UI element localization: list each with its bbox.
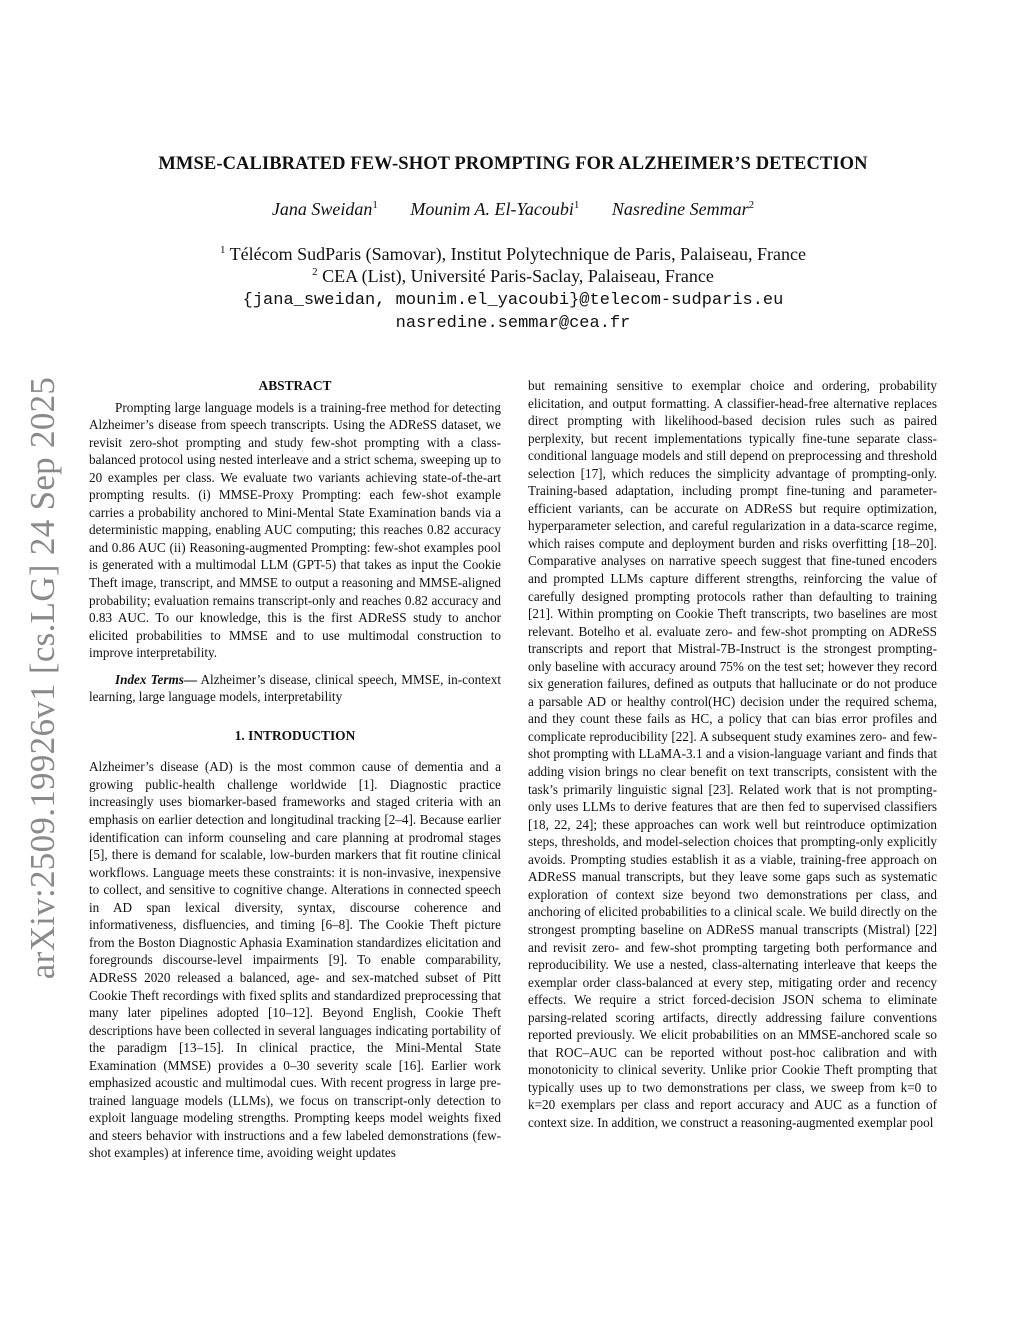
right-column <box>528 377 937 1132</box>
author-3: Nasredine Semmar$^2$ <box>611 199 755 219</box>
author-2: Mounim A. El-Yacoubi$^1$ <box>410 199 580 219</box>
paper-title: MMSE-CALIBRATED FEW-SHOT PROMPTING FOR ALZHEIMER’S DETECTION <box>158 154 868 174</box>
email-line-1[interactable]: {jana_sweidan, mounim.el_yacoubi}@telecom-sudparis.eu <box>242 291 784 310</box>
index-terms <box>89 671 501 706</box>
abstract-text: Prompting large language models is a training-free method for detecting Alzheimer’s disease from speech transcripts. Using the ADReSS dataset, we revisit zero-shot prompting and study few-shot prompting with a class-balanced protocol using nested interleave and a strict schema, sweeping up to 20 examples per class. We evaluate two variants achieving state-of-the-art prompting results. (i) MMSE-Proxy Prompting: each few-shot example carries a probability anchored to Mini-Mental State Examination bands via a deterministic mapping, enabling AUC computing; this reaches 0.82 accuracy and 0.86 AUC (ii) Reasoning-augmented Prompting: few-shot examples pool is generated with a multimodal LLM (GPT-5) that takes as input the Cookie Theft image, transcript, and MMSE to output a reasoning and MMSE-aligned probability; evaluation remains transcript-only and reaches 0.82 accuracy and 0.83 AUC. To our knowledge, this is the first ADReSS study to anchor elicited probabilities to MMSE and to use multimodal construction to improve interpretability. <box>89 399 501 661</box>
email-line-2[interactable]: nasredine.semmar@cea.fr <box>395 314 631 333</box>
author-1: Jana Sweidan$^1$ <box>271 199 378 219</box>
arxiv-identifier-stamp <box>13 372 73 984</box>
index-terms-text: Alzheimer’s disease, clinical speech, MMSE, in-context learning, large language models, interpretability <box>89 671 501 705</box>
author-list <box>90 199 936 220</box>
arxiv-id-text: arXiv:2509.19926v1 [cs.LG] 24 Sep 2025 <box>23 376 62 980</box>
left-column <box>89 377 501 1162</box>
affiliation-2: $^2$ CEA (List), Université Paris-Saclay, Palaiseau, France <box>312 266 714 286</box>
abstract-heading: ABSTRACT <box>258 378 332 393</box>
affiliation-1: $^1$ Télécom SudParis (Samovar), Institut Polytechnique de Paris, Palaiseau, France <box>219 244 807 264</box>
index-terms-label: Index Terms— <box>115 671 198 687</box>
introduction-heading: 1. INTRODUCTION <box>234 727 356 743</box>
introduction-text-right: but remaining sensitive to exemplar choice and ordering, probability elicitation, and output formatting. A classifier-head-free alternative replaces direct prompting with likelihood-based decision rules such as paired perplexity, but recent implementations typically fine-tune separate class-conditional language models and still depend on preprocessing and threshold selection [17], which reduces the simplicity advantage of prompting-only. Training-based adaptation, including prompt fine-tuning and parameter-efficient variants, can be accurate on ADReSS but require optimization, hyperparameter selection, and careful regularization in a data-scarce regime, which raises compute and deployment burden and risks overfitting [18–20]. Comparative analyses on narrative speech suggest that fine-tuned encoders and prompted LLMs capture different strengths, reinforcing the value of carefully designed prompting protocols rather than defaulting to training [21]. Within prompting on Cookie Theft transcripts, two baselines are most relevant. Botelho et al. evaluate zero- and few-shot prompting on ADReSS transcripts and report that Mistral-7B-Instruct is the strongest prompting-only baseline with accuracy around 75% on the test set; however they record six generation failures, defined as outputs that hallucinate or do not produce a parsable AD or healthy control(HC) decision under the required schema, and they count these fails as HC, a policy that can bias error profiles and complicate reproducibility [22]. A subsequent study examines zero- and few-shot prompting with LLaMA-3.1 and a vision-language variant and finds that adding vision brings no clear benefit on text transcripts, consistent with the task’s primarily linguistic signal [23]. Related work that is not prompting-only uses LLMs to derive features that are then fed to supervised classifiers [18, 22, 24]; these approaches can work well but reintroduce optimization steps, thresholds, and model-selection choices that prompting-only explicitly avoids. Prompting studies establish it as a viable, training-free approach on ADReSS manual transcripts, but they leave some gaps such as systematic exploration of context size beyond two demonstrations per class, and anchoring of elicited probabilities to a clinical scale. We build directly on the strongest prompting baseline on ADReSS manual transcripts (Mistral) [22] and revisit zero- and few-shot prompting targeting both performance and reproducibility. We use a nested, class-alternating interleave that keeps the exemplar order class-balanced at every step, mitigating order and recency effects. We require a strict forced-decision JSON schema to eliminate parsing-related scoring artifacts, directly addressing failure conventions reported previously. We elicit probabilities on an MMSE-anchored scale so that ROC–AUC can be reported without post-hoc calibration and with monotonicity to clinical severity. Unlike prior Cookie Theft prompting that typically uses up to two demonstrations per class, we sweep from k=0 to k=20 exemplars per class and report accuracy and AUC as a function of context size. In addition, we construct a reasoning-augmented exemplar pool <box>528 378 937 1130</box>
introduction-text-left: Alzheimer’s disease (AD) is the most common cause of dementia and a growing public-health challenge worldwide [1]. Diagnostic practice increasingly uses biomarker-based frameworks and staged criteria with an emphasis on earlier detection and longitudinal tracking [2–4]. Because earlier identification can inform counseling and care planning at prodromal stages [5], there is demand for scalable, low-burden markers that fit routine clinical workflows. Language meets these constraints: it is non-invasive, inexpensive to collect, and sensitive to cognitive change. Alterations in connected speech in AD span lexical diversity, syntax, discourse coherence and informativeness, disfluencies, and timing [6–8]. The Cookie Theft picture from the Boston Diagnostic Aphasia Examination standardizes elicitation and foregrounds discourse-level impairments [9]. To enable comparability, ADReSS 2020 released a balanced, age- and sex-matched subset of Pitt Cookie Theft recordings with fixed splits and standardized preprocessing that many later pipelines adopted [10–12]. Beyond English, Cookie Theft descriptions have been collected in several languages indicating portability of the paradigm [13–15]. In clinical practice, the Mini-Mental State Examination (MMSE) provides a 0–30 severity scale [16]. Earlier work emphasized acoustic and multimodal cues. With recent progress in large pre-trained language models (LLMs), we focus on transcript-only detection to exploit language modeling strengths. Prompting keeps model weights fixed and steers behavior with instructions and a few labeled demonstrations (few-shot examples) at inference time, avoiding weight updates <box>89 759 501 1161</box>
